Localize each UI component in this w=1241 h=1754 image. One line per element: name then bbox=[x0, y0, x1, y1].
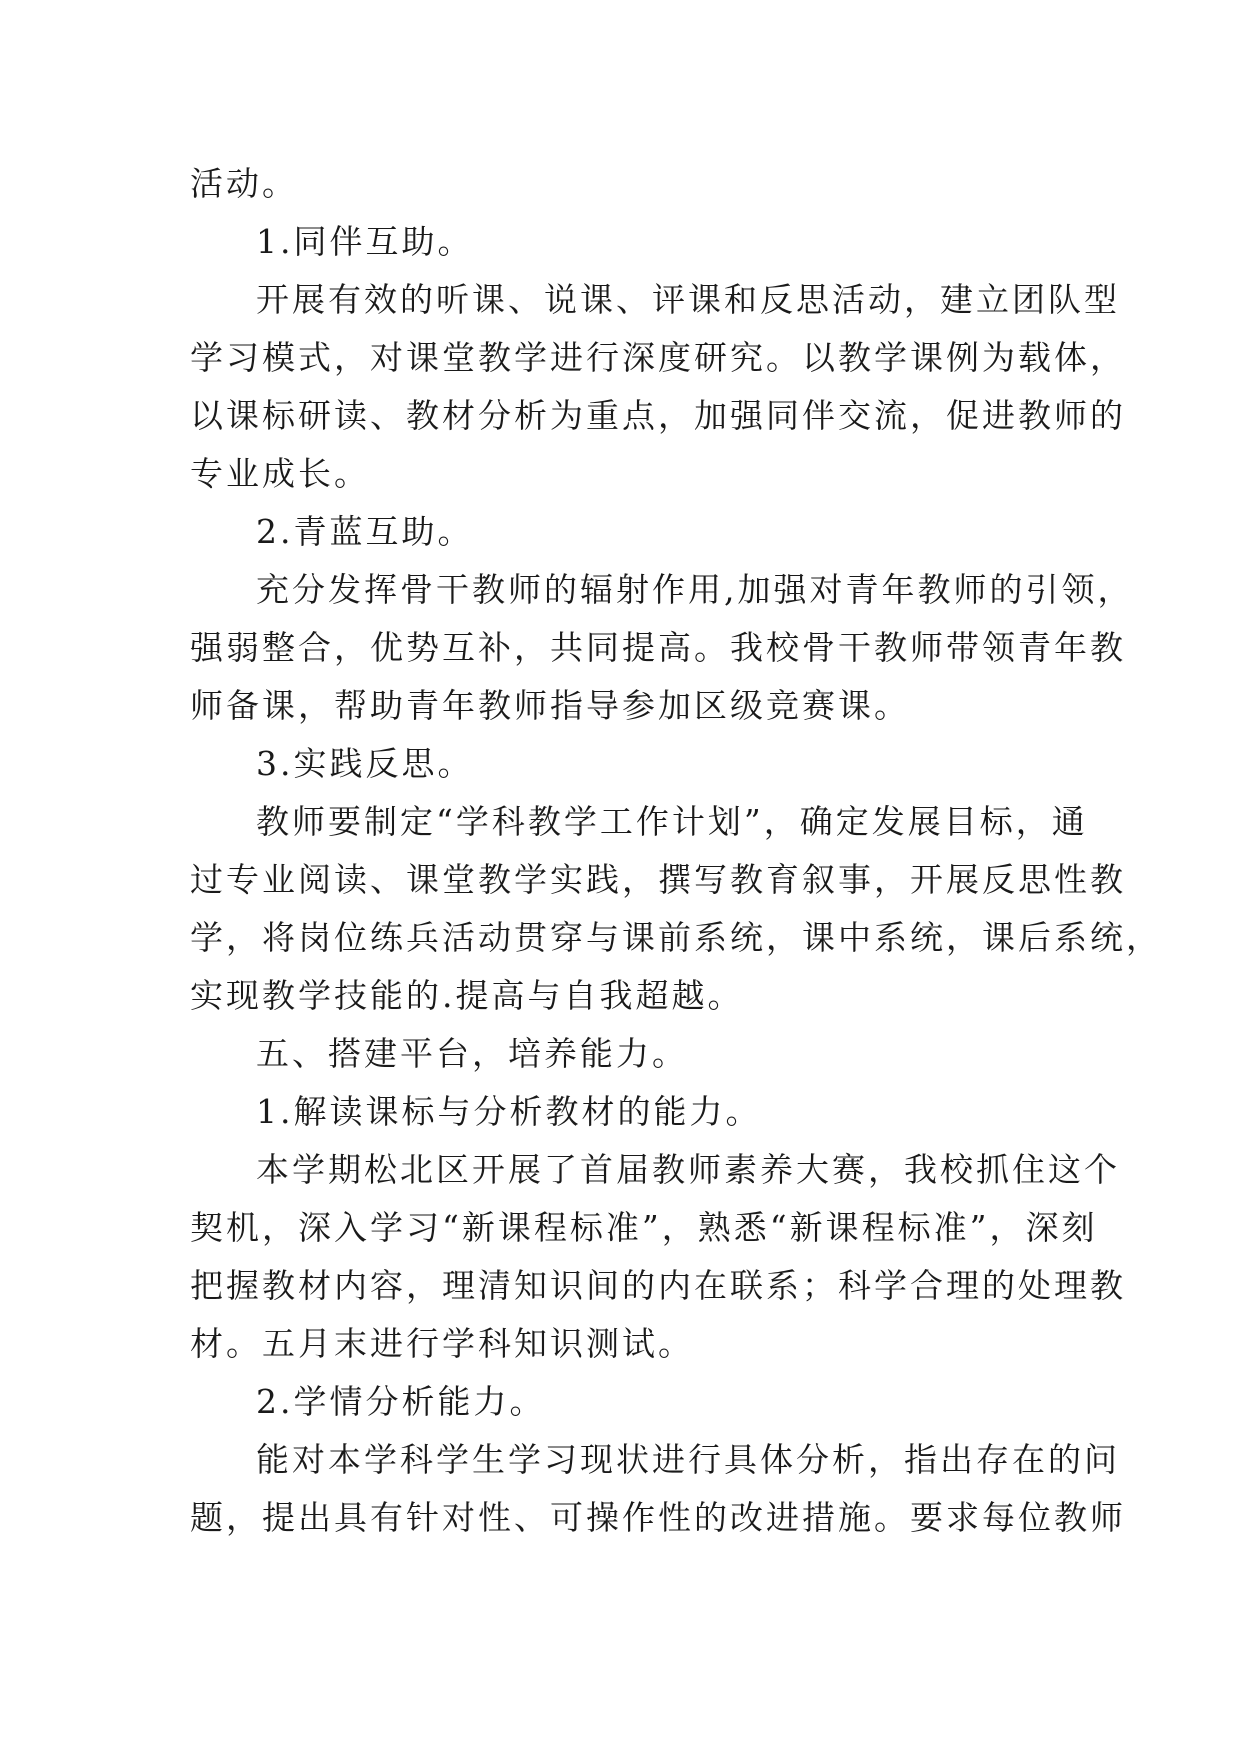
text-line: 学，将岗位练兵活动贯穿与课前系统，课中系统，课后系统， bbox=[190, 918, 1162, 957]
text-line: 开展有效的听课、说课、评课和反思活动，建立团队型 bbox=[256, 280, 1120, 319]
section-heading: 五、搭建平台，培养能力。 bbox=[256, 1034, 688, 1073]
text-line: 强弱整合，优势互补，共同提高。我校骨干教师带领青年教 bbox=[190, 628, 1126, 667]
text-line: 师备课，帮助青年教师指导参加区级竞赛课。 bbox=[190, 686, 910, 725]
text-line: 能对本学科学生学习现状进行具体分析，指出存在的问 bbox=[256, 1440, 1120, 1479]
text-line: 题，提出具有针对性、可操作性的改进措施。要求每位教师 bbox=[190, 1498, 1126, 1537]
text-line: 以课标研读、教材分析为重点，加强同伴交流，促进教师的 bbox=[190, 396, 1126, 435]
list-item-heading: 1.解读课标与分析教材的能力。 bbox=[256, 1092, 762, 1131]
list-item-heading: 1.同伴互助。 bbox=[256, 222, 474, 261]
text-line: 材。五月末进行学科知识测试。 bbox=[190, 1324, 694, 1363]
text-line: 过专业阅读、课堂教学实践，撰写教育叙事，开展反思性教 bbox=[190, 860, 1126, 899]
list-item-heading: 2.青蓝互助。 bbox=[256, 512, 474, 551]
text-line: 专业成长。 bbox=[190, 454, 370, 493]
text-line: 充分发挥骨干教师的辐射作用,加强对青年教师的引领， bbox=[256, 570, 1134, 609]
text-line: 本学期松北区开展了首届教师素养大赛，我校抓住这个 bbox=[256, 1150, 1120, 1189]
text-line: 契机，深入学习“新课程标准”，熟悉“新课程标准”，深刻 bbox=[190, 1208, 1098, 1247]
text-line: 活动。 bbox=[190, 164, 298, 203]
text-line: 实现教学技能的.提高与自我超越。 bbox=[190, 976, 744, 1015]
list-item-heading: 3.实践反思。 bbox=[256, 744, 474, 783]
text-line: 把握教材内容，理清知识间的内在联系；科学合理的处理教 bbox=[190, 1266, 1126, 1305]
list-item-heading: 2.学情分析能力。 bbox=[256, 1382, 546, 1421]
text-line: 学习模式，对课堂教学进行深度研究。以教学课例为载体， bbox=[190, 338, 1126, 377]
text-line: 教师要制定“学科教学工作计划”，确定发展目标，通 bbox=[256, 802, 1088, 841]
document-body bbox=[190, 155, 1162, 1547]
